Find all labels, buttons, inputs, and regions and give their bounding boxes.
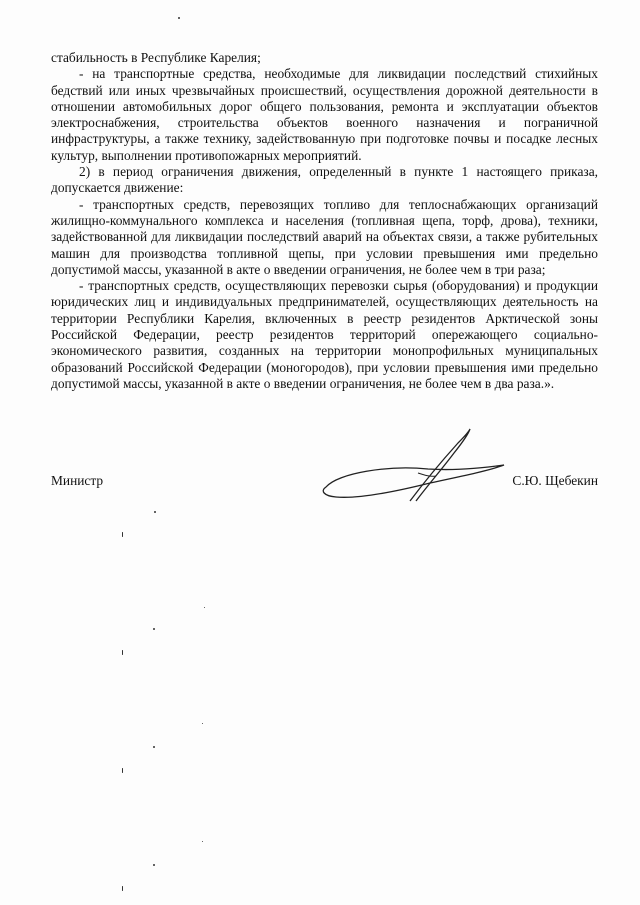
paragraph-3: 2) в период ограничения движения, определенный в пункте 1 настоящего приказа, допускается движение: bbox=[51, 164, 598, 196]
scan-speck bbox=[122, 886, 123, 891]
scan-speck bbox=[122, 650, 123, 655]
scan-speck bbox=[154, 511, 156, 513]
scan-speck bbox=[178, 17, 180, 19]
signer-name: С.Ю. Щебекин bbox=[512, 473, 598, 488]
document-body bbox=[51, 50, 598, 392]
scan-speck bbox=[202, 841, 203, 842]
paragraph-5: - транспортных средств, осуществляющих перевозки сырья (оборудования) и продукции юридических лиц и индивидуальных предпринимателей, осуществляющих деятельность на территории Республики Карелия, включенных в реестр резидентов Арктической зоны Российской Федерации, реестр резидентов территорий опережающего социально-экономического развития, созданных на территории монопрофильных муниципальных образований Российской Федерации (моногородов), при условии превышения ими предельно допустимой массы, указанной в акте о введении ограничения, не более чем в два раза.». bbox=[51, 278, 598, 391]
paragraph-2: - на транспортные средства, необходимые для ликвидации последствий стихийных бедствий или иных чрезвычайных происшествий, осуществления дорожной деятельности в отношении автомобильных дорог общего пользования, ремонта и эксплуатации объектов электроснабжения, строительства объектов военного назначения и пограничной инфраструктуры, а также технику, задействованную при подготовке почвы и посадке лесных культур, выполнении противопожарных мероприятий. bbox=[51, 66, 598, 163]
paragraph-4: - транспортных средств, перевозящих топливо для теплоснабжающих организаций жилищно-коммунального комплекса и населения (топливная щепа, торф, дрова), техники, задействованной для ликвидации последствий аварий на объектах связи, а также рубительных машин для производства топливной щепы, при условии превышения ими предельно допустимой массы, указанной в акте о введении ограничения, не более чем в три раза; bbox=[51, 196, 598, 277]
scan-speck bbox=[202, 723, 203, 724]
handwritten-signature-icon bbox=[318, 425, 508, 515]
scan-speck bbox=[153, 628, 155, 630]
scan-speck bbox=[122, 768, 123, 773]
paragraph-1: стабильность в Республике Карелия; bbox=[51, 50, 261, 65]
scan-speck bbox=[122, 532, 123, 537]
signer-title: Министр bbox=[51, 473, 104, 488]
scan-speck bbox=[204, 607, 205, 608]
scan-speck bbox=[153, 746, 155, 748]
scan-speck bbox=[153, 864, 155, 866]
